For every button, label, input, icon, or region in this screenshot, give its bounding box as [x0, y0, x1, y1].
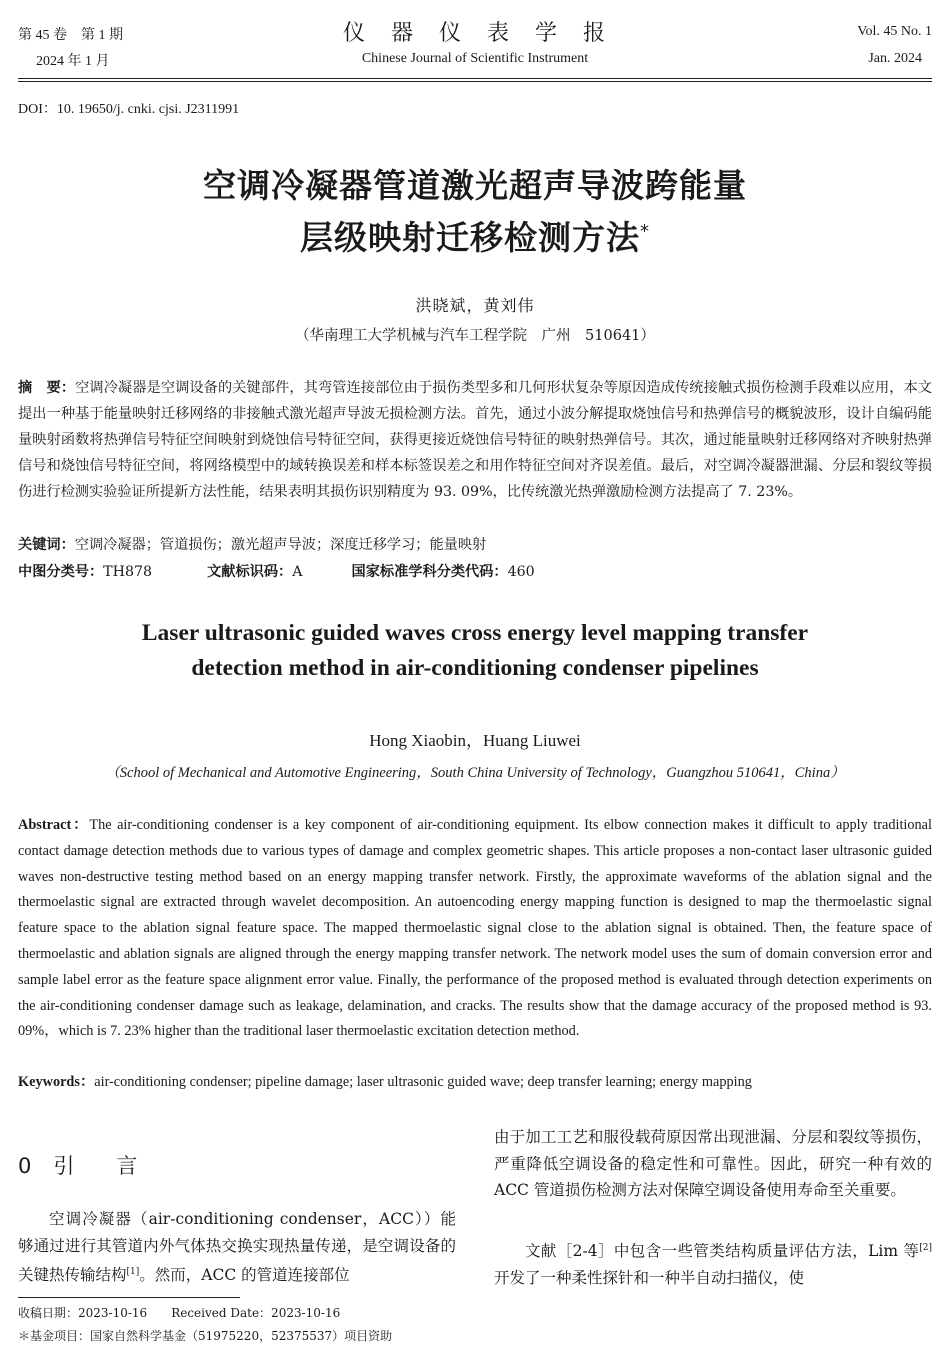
citation-2: [2]	[919, 1243, 932, 1253]
doc-code-label: 文献标识码：	[207, 564, 293, 580]
journal-title-en: Chinese Journal of Scientific Instrument	[361, 51, 589, 66]
abstract-en	[18, 813, 932, 1045]
doc-code-value: A	[292, 564, 303, 580]
header-rule-top	[18, 78, 932, 79]
abstract-cn-label: 摘 要：	[18, 380, 76, 396]
right-column-paragraph-1: 由于加工工艺和服役载荷原因常出现泄漏、分层和裂纹等损伤，严重降低空调设备的稳定性和可靠性。因此，研究一种有效的 ACC 管道损伤检测方法对保障空调设备使用寿命至关重要。	[494, 1128, 932, 1199]
header-rule-bottom	[18, 81, 932, 82]
doi: DOI：10. 19650/j. cnki. cjsi. J2311991	[18, 102, 240, 117]
keywords-cn-label: 关键词：	[18, 537, 75, 553]
right-paragraph-text-a: 文献［2-4］中包含一些管类结构质量评估方法，Lim 等	[525, 1242, 920, 1261]
citation-1: [1]	[126, 1267, 140, 1277]
section-heading	[18, 1150, 137, 1180]
title-en-line2: detection method in air-conditioning condenser pipelines	[191, 655, 759, 681]
date-cn: 2024 年 1 月	[36, 54, 110, 69]
keywords-en	[18, 1070, 932, 1096]
authors-en: Hong Xiaobin，Huang Liuwei	[369, 731, 581, 750]
footnote-rule	[18, 1297, 240, 1298]
clc-value: TH878	[103, 564, 153, 580]
keywords-cn-text: 空调冷凝器；管道损伤；激光超声导波；深度迁移学习；能量映射	[74, 537, 487, 553]
discipline-code-label: 国家标准学科分类代码：	[351, 564, 508, 580]
title-en-line1: Laser ultrasonic guided waves cross energy level mapping transfer	[141, 620, 809, 646]
volume-issue-en: Vol. 45 No. 1	[857, 24, 932, 39]
affiliation-en: （School of Mechanical and Automotive Engineering，South China University of Technology，Guangzhou 510641，China）	[105, 765, 845, 781]
received-date: 收稿日期：2023-10-16 Received Date：2023-10-16	[18, 1306, 341, 1320]
affiliation-cn: （华南理工大学机械与汽车工程学院 广州 510641）	[295, 328, 655, 344]
keywords-cn	[18, 532, 932, 558]
clc-label: 中图分类号：	[18, 564, 104, 580]
journal-title-cn: 仪 器 仪 表 学 报	[342, 21, 607, 46]
volume-issue-cn: 第 45 卷 第 1 期	[18, 28, 123, 43]
right-paragraph-text-b: 开发了一种柔性探针和一种半自动扫描仪，使	[494, 1268, 805, 1287]
classification-row	[18, 559, 932, 585]
section-number: 0	[18, 1154, 32, 1178]
date-en: Jan. 2024	[868, 51, 922, 66]
abstract-cn-text: 空调冷凝器是空调设备的关键部件，其弯管连接部位由于损伤类型多和几何形状复杂等原因造成传统接触式损伤检测手段难以应用，本文提出一种基于能量映射迁移网络的非接触式激光超声导波无损检测方法。首先，通过小波分解提取烧蚀信号和热弹信号的概貌波形，设计自编码能量映射函数将热弹信号特征空间映射到烧蚀信号特征空间，获得更接近烧蚀信号特征的映射热弹信号。其次，通过能量映射迁移网络对齐映射热弹信号和烧蚀信号特征空间，将网络模型中的域转换误差和样本标签误差之和用作特征空间对齐误差值。最后，对空调冷凝器泄漏、分层和裂纹等损伤进行检测实验验证所提新方法性能，结果表明其损伤识别精度为 93. 09%，比传统激光热弹激励检测方法提高了 7. 23%。	[18, 380, 932, 500]
left-column-paragraph	[18, 1206, 456, 1289]
title-footnote-mark: *	[640, 221, 650, 242]
keywords-en-text: air-conditioning condenser; pipeline damage; laser ultrasonic guided wave; deep transfer learning; energy mapping	[94, 1074, 752, 1090]
authors-cn: 洪晓斌，黄刘伟	[415, 296, 535, 315]
fund-footnote: ＊基金项目：国家自然科学基金（51975220，52375537）项目资助	[18, 1329, 393, 1343]
right-column-paragraph-2	[494, 1235, 932, 1291]
abstract-en-label: Abstract：	[18, 817, 90, 833]
abstract-cn	[18, 375, 932, 505]
discipline-code-value: 460	[507, 564, 535, 580]
left-paragraph-text-b: 。然而，ACC 的管道连接部位	[139, 1266, 350, 1285]
left-paragraph-text-a: 空调冷凝器（air-conditioning condenser，ACC））能够通过进行其管道内外气体热交换实现热量传递，是空调设备的关键热传输结构	[18, 1210, 456, 1285]
keywords-en-label: Keywords：	[18, 1074, 95, 1090]
section-title: 引 言	[53, 1154, 138, 1178]
title-cn-line2: 层级映射迁移检测方法	[300, 218, 640, 257]
abstract-en-text: The air-conditioning condenser is a key component of air-conditioning equipment. Its elbow connection makes it difficult to apply traditional contact damage detection methods due to various types of damage and complex geometric shapes. This article proposes a non-contact laser ultrasonic guided waves non-destructive testing method based on an energy mapping transfer network. Firstly, the approximate waveforms of the ablation signal and the thermoelastic signal are extracted through wavelet decomposition. An autoencoding energy mapping function is designed to map the thermoelastic signal feature space to the ablation signal feature space. The mapped thermoelastic signal close to the ablation signal is obtained. Then, the feature space of thermoelastic and ablation signals are aligned through the energy mapping transfer network. The network model uses the sum of domain conversion error and sample label error as the feature space alignment error value. Finally, the performance of the proposed method is evaluated through detection experiments on the air-conditioning condenser damage such as leakage, delamination, and cracks. The results show that the damage accuracy of the proposed method is 93. 09%，which is 7. 23% higher than the traditional laser thermoelastic excitation detection method.	[18, 817, 933, 1040]
title-cn-line2-wrap	[0, 212, 950, 259]
title-cn-line1: 空调冷凝器管道激光超声导波跨能量	[203, 166, 747, 205]
